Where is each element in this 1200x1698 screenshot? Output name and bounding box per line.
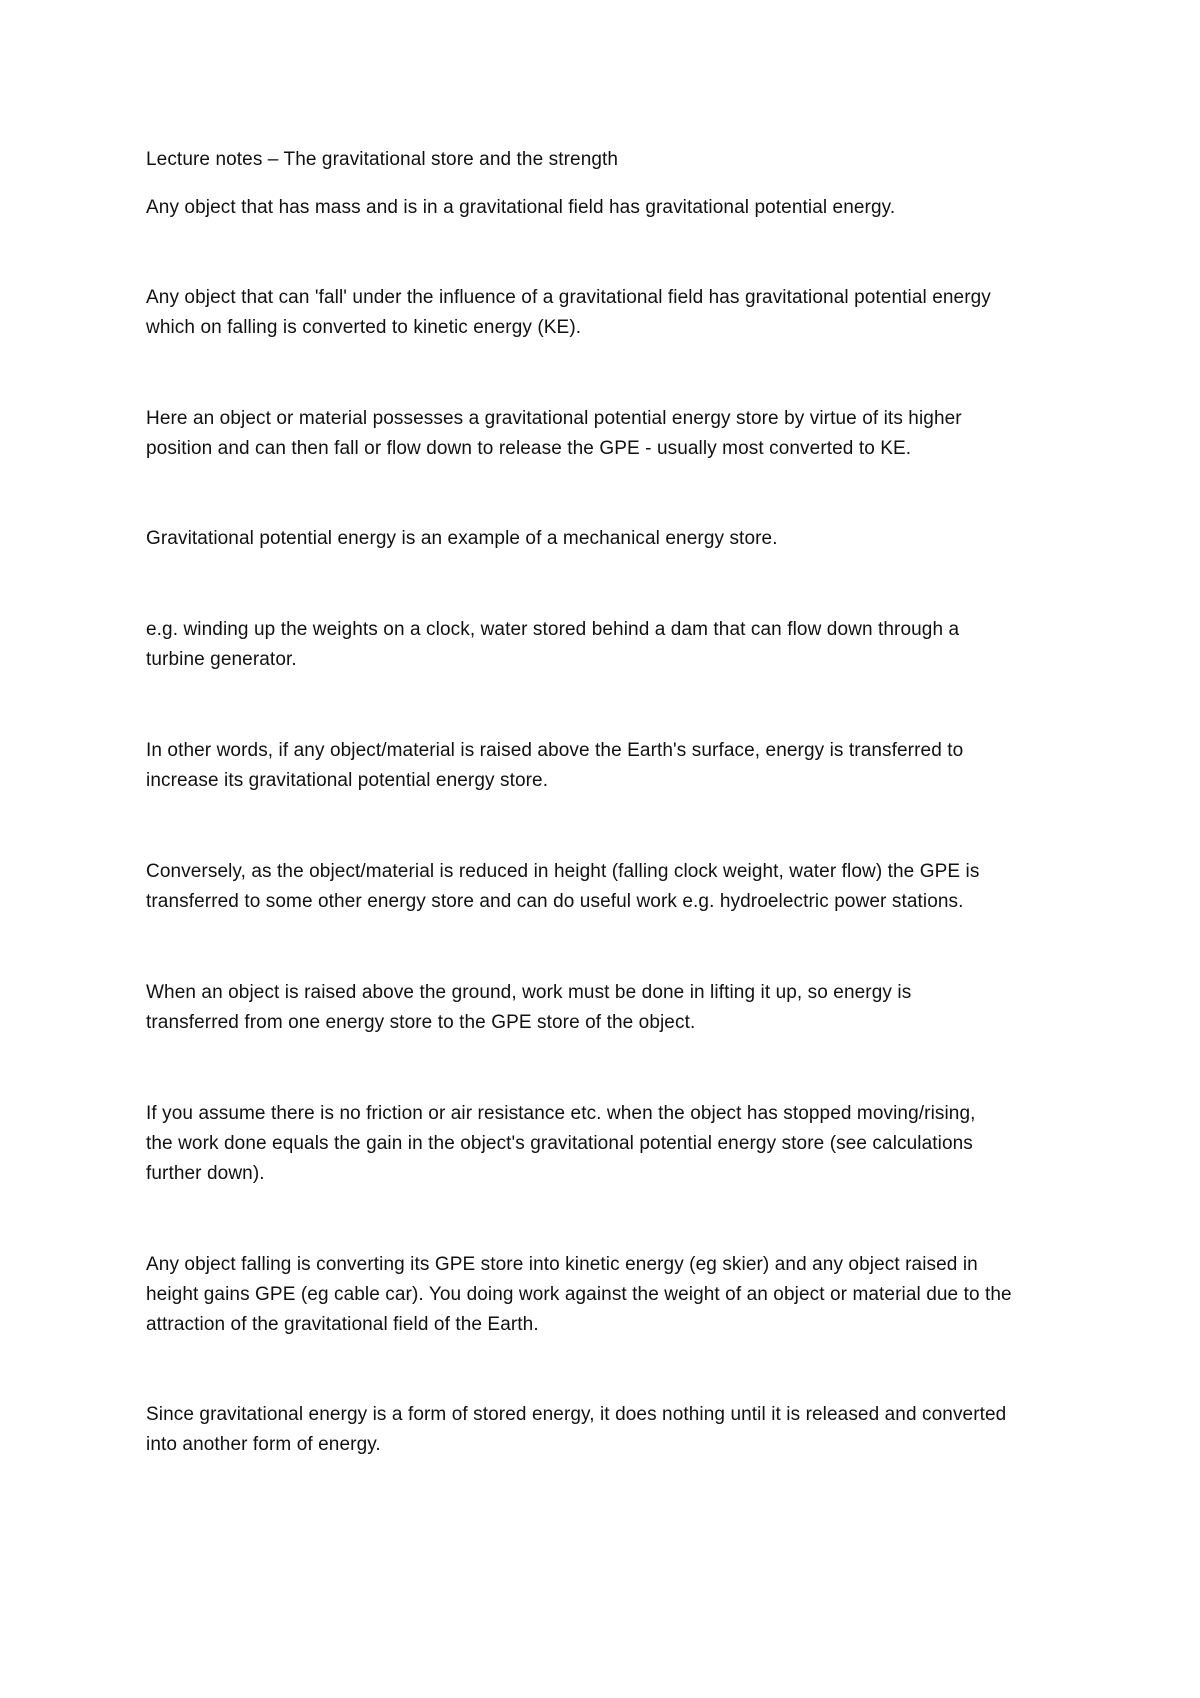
paragraph-11-line-1: Since gravitational energy is a form of stored energy, it does nothing until it is released and converted — [146, 1404, 1007, 1425]
paragraph-6-line-2: increase its gravitational potential energy store. — [146, 770, 549, 791]
paragraph-9-line-3: further down). — [146, 1163, 265, 1184]
paragraph-3-line-2: position and can then fall or flow down to release the GPE - usually most converted to KE. — [146, 438, 912, 459]
paragraph-11-line-2: into another form of energy. — [146, 1434, 381, 1455]
paragraph-5-line-1: e.g. winding up the weights on a clock, water stored behind a dam that can flow down through a — [146, 619, 960, 640]
paragraph-10-line-1: Any object falling is converting its GPE store into kinetic energy (eg skier) and any object raised in — [146, 1254, 978, 1275]
paragraph-7-line-1: Conversely, as the object/material is reduced in height (falling clock weight, water flow) the GPE is — [146, 861, 980, 882]
paragraph-6-line-1: In other words, if any object/material is raised above the Earth's surface, energy is transferred to — [146, 740, 964, 761]
paragraph-2-line-2: which on falling is converted to kinetic energy (KE). — [146, 317, 582, 338]
paragraph-8-line-1: When an object is raised above the ground, work must be done in lifting it up, so energy is — [146, 982, 912, 1003]
paragraph-2-line-1: Any object that can 'fall' under the influence of a gravitational field has gravitational potential energy — [146, 287, 991, 308]
paragraph-10-line-3: attraction of the gravitational field of the Earth. — [146, 1314, 539, 1335]
paragraph-10-line-2: height gains GPE (eg cable car). You doing work against the weight of an object or material due to the — [146, 1284, 1012, 1305]
paragraph-1-line-1: Any object that has mass and is in a gravitational field has gravitational potential energy. — [146, 197, 896, 218]
paragraph-9-line-2: the work done equals the gain in the object's gravitational potential energy store (see calculations — [146, 1133, 973, 1154]
paragraph-8-line-2: transferred from one energy store to the GPE store of the object. — [146, 1012, 696, 1033]
paragraph-4-line-1: Gravitational potential energy is an example of a mechanical energy store. — [146, 528, 778, 549]
paragraph-7-line-2: transferred to some other energy store and can do useful work e.g. hydroelectric power stations. — [146, 891, 964, 912]
paragraph-5-line-2: turbine generator. — [146, 649, 297, 670]
document-title: Lecture notes – The gravitational store and the strength — [146, 149, 619, 170]
paragraph-9-line-1: If you assume there is no friction or air resistance etc. when the object has stopped moving/rising, — [146, 1103, 976, 1124]
paragraph-3-line-1: Here an object or material possesses a gravitational potential energy store by virtue of its higher — [146, 408, 962, 429]
